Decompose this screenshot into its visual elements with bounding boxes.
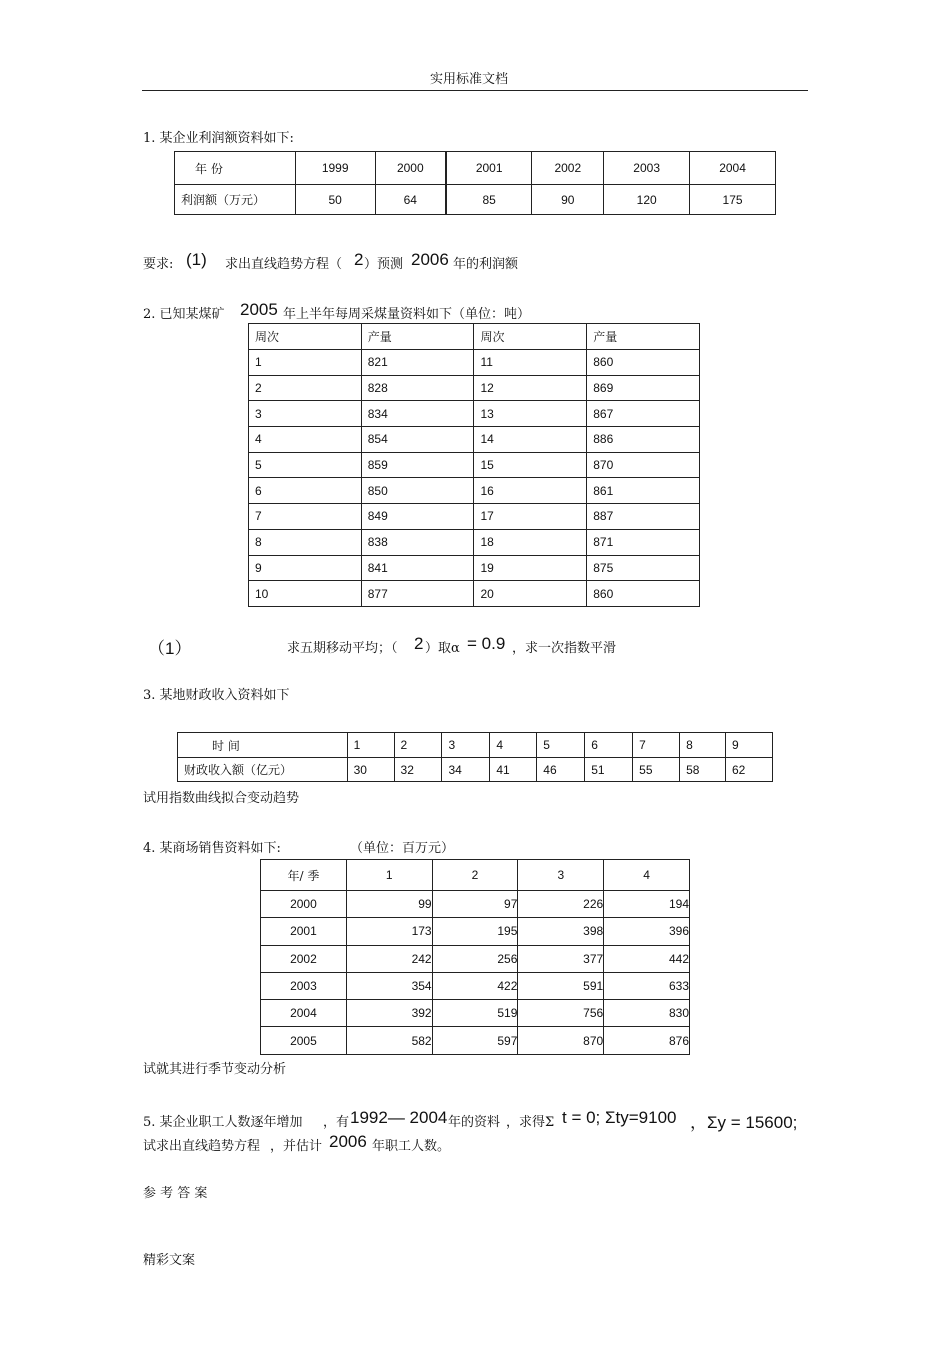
q1-profit-label: 利润额（万元） (175, 185, 296, 215)
q4-sales-cell: 392 (346, 1000, 432, 1027)
q2-coal-table (248, 323, 700, 607)
q2-table-row (249, 478, 700, 504)
q4-sales-cell: 377 (518, 945, 604, 972)
q2-output-cell: 877 (361, 581, 474, 607)
q2-table-row (249, 555, 700, 581)
q2-week-cell: 6 (249, 478, 362, 504)
q4-sales-cell: 195 (432, 918, 518, 945)
q4-year-cell: 2003 (261, 972, 347, 999)
q3-revenue-table (177, 732, 773, 782)
q3-time-label: 时 间 (178, 733, 348, 758)
q1-req-year: 2006 (411, 250, 449, 269)
q4-unit: （单位：百万元） (350, 841, 455, 856)
q4-sales-cell: 591 (518, 972, 604, 999)
answers-title: 参 考 答 案 (143, 1186, 208, 1201)
q2-table-row (249, 375, 700, 401)
q3-revenue-cell: 34 (442, 758, 490, 782)
q2-week-cell: 8 (249, 529, 362, 555)
q1-profit-cell: 50 (295, 185, 375, 215)
q3-revenue-cell: 46 (537, 758, 585, 782)
q4-sales-cell: 256 (432, 945, 518, 972)
q2-output-cell: 860 (587, 581, 700, 607)
q2-output-cell: 828 (361, 375, 474, 401)
q2-header-output: 产量 (587, 324, 700, 350)
q4-table-row (261, 972, 690, 999)
q2-output-cell: 838 (361, 529, 474, 555)
q2-table-row (249, 452, 700, 478)
q4-table-row (261, 1027, 690, 1054)
q2-output-cell: 834 (361, 401, 474, 427)
q3-time-cell: 6 (585, 733, 633, 758)
header-rule (142, 90, 808, 91)
q4-sales-cell: 396 (604, 918, 690, 945)
q2-week-cell: 9 (249, 555, 362, 581)
q1-year-cell: 2001 (446, 152, 532, 185)
q3-title: 3. 某地财政收入资料如下 (143, 688, 290, 703)
q1-year-cell: 2000 (375, 152, 446, 185)
q2-week-cell: 3 (249, 401, 362, 427)
q2-output-cell: 886 (587, 427, 700, 453)
q4-sales-cell: 876 (604, 1027, 690, 1054)
q4-header-row (261, 860, 690, 891)
q4-sales-cell: 633 (604, 972, 690, 999)
q2-title-a: 2. 已知某煤矿 (143, 307, 225, 322)
q3-time-cell: 3 (442, 733, 490, 758)
q1-title: 1. 某企业利润额资料如下: (143, 131, 294, 146)
q1-profit-table (174, 151, 776, 215)
q4-year-cell: 2005 (261, 1027, 347, 1054)
q1-profit-cell: 85 (446, 185, 532, 215)
q2-week-cell: 19 (474, 555, 587, 581)
q1-profit-row (175, 185, 776, 215)
q3-time-cell: 7 (633, 733, 680, 758)
q4-year-cell: 2002 (261, 945, 347, 972)
q2-output-cell: 869 (587, 375, 700, 401)
q5-range: 1992— 2004 (350, 1108, 448, 1127)
q3-revenue-cell: 62 (725, 758, 772, 782)
q5-line2-a: 试求出直线趋势方程 (143, 1139, 261, 1154)
q2-output-cell: 867 (587, 401, 700, 427)
q4-table-row (261, 1000, 690, 1027)
q1-profit-cell: 120 (604, 185, 690, 215)
q4-sales-cell: 582 (346, 1027, 432, 1054)
q3-revenue-cell: 58 (680, 758, 726, 782)
q2-req-eq: = 0.9 (467, 634, 506, 653)
q4-sales-cell: 242 (346, 945, 432, 972)
q1-year-row (175, 152, 776, 185)
q2-week-cell: 17 (474, 504, 587, 530)
q4-table-row (261, 891, 690, 918)
q3-time-cell: 1 (347, 733, 394, 758)
q2-req-text1: 求五期移动平均；（ (287, 641, 398, 656)
q2-week-cell: 5 (249, 452, 362, 478)
q5-part-a: 5. 某企业职工人数逐年增加 (143, 1115, 303, 1130)
q4-sales-cell: 519 (432, 1000, 518, 1027)
q4-sales-cell: 226 (518, 891, 604, 918)
q2-table-row (249, 350, 700, 376)
q4-sales-cell: 422 (432, 972, 518, 999)
q5-line2-year: 2006 (329, 1132, 367, 1151)
q2-week-cell: 18 (474, 529, 587, 555)
q1-req-prefix: 要求: (143, 257, 174, 272)
q2-output-cell: 854 (361, 427, 474, 453)
q4-sales-cell: 830 (604, 1000, 690, 1027)
q4-quarter-header: 3 (518, 860, 604, 891)
q2-req-part1: （1） (148, 639, 192, 658)
q2-week-cell: 13 (474, 401, 587, 427)
q4-table-row (261, 918, 690, 945)
q2-table-row (249, 581, 700, 607)
q3-time-cell: 2 (394, 733, 442, 758)
q2-output-cell: 849 (361, 504, 474, 530)
q2-output-cell: 859 (361, 452, 474, 478)
q1-profit-cell: 175 (690, 185, 776, 215)
q5-part-e: t = 0; Σty=9100 (562, 1108, 677, 1127)
q4-corner-label: 年/ 季 (261, 860, 347, 891)
page-footer: 精彩文案 (143, 1253, 196, 1268)
q2-table-row (249, 401, 700, 427)
q2-title-b: 年上半年每周采煤量资料如下（单位：吨） (283, 307, 531, 322)
q3-revenue-cell: 30 (347, 758, 394, 782)
q2-output-cell: 861 (587, 478, 700, 504)
q4-year-cell: 2001 (261, 918, 347, 945)
q2-output-cell: 871 (587, 529, 700, 555)
q1-year-cell: 2004 (690, 152, 776, 185)
q4-sales-cell: 870 (518, 1027, 604, 1054)
q1-req-part2: 2 (354, 250, 364, 269)
q2-week-cell: 20 (474, 581, 587, 607)
q3-revenue-cell: 55 (633, 758, 680, 782)
q4-quarter-header: 2 (432, 860, 518, 891)
q2-header-output: 产量 (361, 324, 474, 350)
q2-week-cell: 11 (474, 350, 587, 376)
q3-note: 试用指数曲线拟合变动趋势 (143, 791, 300, 806)
q1-req-text1: 求出直线趋势方程（ (225, 257, 343, 272)
q2-output-cell: 850 (361, 478, 474, 504)
q2-req-text3: ，求一次指数平滑 (512, 641, 617, 656)
q3-revenue-label: 财政收入额（亿元） (178, 758, 348, 782)
q4-sales-cell: 398 (518, 918, 604, 945)
q3-revenue-row (178, 758, 773, 782)
q4-year-cell: 2000 (261, 891, 347, 918)
q4-sales-cell: 756 (518, 1000, 604, 1027)
q2-week-cell: 12 (474, 375, 587, 401)
q3-revenue-cell: 41 (490, 758, 537, 782)
q2-week-cell: 10 (249, 581, 362, 607)
q2-output-cell: 841 (361, 555, 474, 581)
q5-part-d: ，求得Σ (506, 1115, 555, 1130)
q4-sales-cell: 442 (604, 945, 690, 972)
q5-line2-b: ，并估计 (270, 1139, 323, 1154)
q3-revenue-cell: 32 (394, 758, 442, 782)
q2-output-cell: 887 (587, 504, 700, 530)
q5-part-f: ，Σy = 15600; (690, 1113, 798, 1132)
q2-title-year: 2005 (240, 300, 278, 319)
q2-table-row (249, 427, 700, 453)
q4-sales-cell: 99 (346, 891, 432, 918)
q2-table-row (249, 504, 700, 530)
q5-part-c: 年的资料 (448, 1115, 501, 1130)
q3-time-cell: 9 (725, 733, 772, 758)
q2-output-cell: 860 (587, 350, 700, 376)
q1-req-text2: ）预测 (364, 257, 404, 272)
q2-week-cell: 15 (474, 452, 587, 478)
q2-req-part2: 2 (414, 634, 424, 653)
q2-header-week: 周次 (474, 324, 587, 350)
q4-quarter-header: 1 (346, 860, 432, 891)
q4-sales-cell: 97 (432, 891, 518, 918)
q1-year-cell: 2003 (604, 152, 690, 185)
q2-header-row (249, 324, 700, 350)
q3-time-cell: 8 (680, 733, 726, 758)
q4-title: 4. 某商场销售资料如下: (143, 841, 281, 856)
q2-output-cell: 821 (361, 350, 474, 376)
q2-req-text2: ）取α (425, 641, 460, 656)
q2-week-cell: 16 (474, 478, 587, 504)
q2-week-cell: 1 (249, 350, 362, 376)
q2-week-cell: 2 (249, 375, 362, 401)
q1-year-cell: 2002 (532, 152, 604, 185)
q3-revenue-cell: 51 (585, 758, 633, 782)
q3-time-row (178, 733, 773, 758)
q2-week-cell: 7 (249, 504, 362, 530)
q2-table-row (249, 529, 700, 555)
q4-sales-cell: 194 (604, 891, 690, 918)
q4-sales-cell: 354 (346, 972, 432, 999)
q2-week-cell: 14 (474, 427, 587, 453)
q1-profit-cell: 64 (375, 185, 446, 215)
q2-output-cell: 875 (587, 555, 700, 581)
q5-line2-c: 年职工人数。 (372, 1139, 451, 1154)
q1-year-label: 年 份 (175, 152, 296, 185)
q4-quarter-header: 4 (604, 860, 690, 891)
q4-note: 试就其进行季节变动分析 (143, 1062, 287, 1077)
q1-profit-cell: 90 (532, 185, 604, 215)
q4-sales-cell: 597 (432, 1027, 518, 1054)
q4-sales-cell: 173 (346, 918, 432, 945)
q2-header-week: 周次 (249, 324, 362, 350)
q3-time-cell: 4 (490, 733, 537, 758)
q3-time-cell: 5 (537, 733, 585, 758)
q4-sales-table (260, 859, 690, 1055)
q5-part-b: ，有 (323, 1115, 350, 1130)
q1-year-cell: 1999 (295, 152, 375, 185)
q2-week-cell: 4 (249, 427, 362, 453)
q1-req-part1: (1) (186, 250, 207, 269)
q2-output-cell: 870 (587, 452, 700, 478)
q1-req-text3: 年的利润额 (453, 257, 519, 272)
q4-year-cell: 2004 (261, 1000, 347, 1027)
page-header-title: 实用标准文档 (430, 72, 509, 87)
q4-table-row (261, 945, 690, 972)
